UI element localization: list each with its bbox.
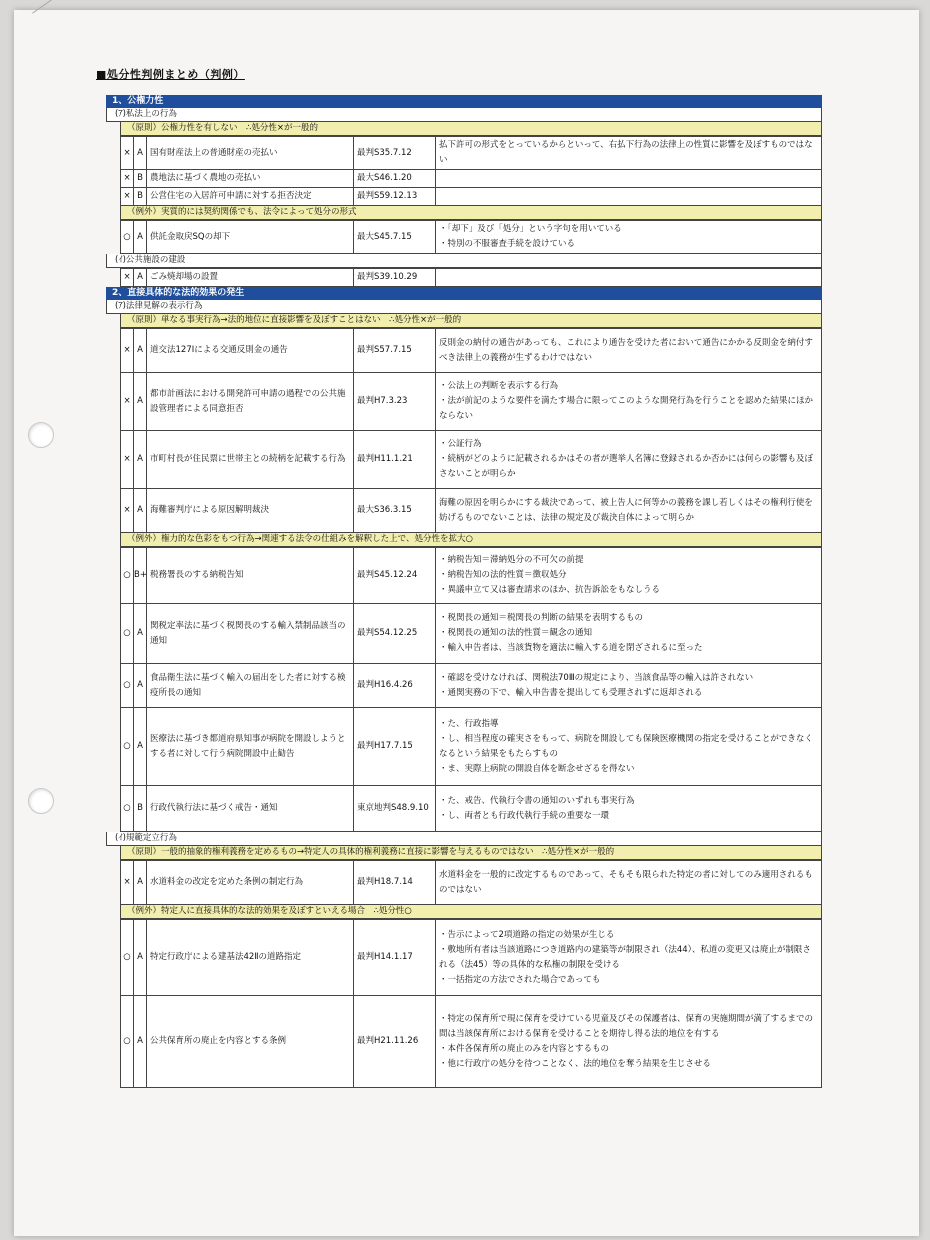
table-row — [121, 604, 822, 664]
punch-hole — [28, 788, 54, 814]
case-reasoning — [436, 329, 822, 373]
reasoning-line: ・公証行為 — [439, 439, 482, 449]
case-subject: 医療法に基づき都道府県知事が病院を開設しようとする者に対して行う病院開設中止勧告 — [147, 708, 354, 786]
disposition-mark: × — [121, 431, 134, 489]
reasoning-line: ・確認を受けなければ、関税法70Ⅲの規定により、当該食品等の輸入は許されない — [439, 672, 754, 683]
disposition-mark: × — [121, 137, 134, 170]
table-row — [121, 861, 822, 905]
subsection-label: (ｲ)公共施設の建設 — [106, 254, 822, 268]
case-reasoning — [436, 269, 822, 287]
case-reasoning — [436, 373, 822, 431]
disposition-mark: × — [121, 269, 134, 287]
disposition-mark: × — [121, 861, 134, 905]
punch-hole — [28, 422, 54, 448]
table-row — [121, 373, 822, 431]
case-table — [120, 547, 822, 832]
court-citation: 最判H7.3.23 — [354, 373, 436, 431]
importance-rank: A — [134, 996, 147, 1088]
case-subject: 食品衛生法に基づく輸入の届出をした者に対する検疫所長の通知 — [147, 664, 354, 708]
reasoning-line: 海難の原因を明らかにする裁決であって、被上告人に何等かの義務を課し若しくはその権利行使を妨げるものでないことは、法律の規定及び裁決自体によって明らか — [439, 497, 813, 523]
table-row — [121, 188, 822, 206]
court-citation: 最判H21.11.26 — [354, 996, 436, 1088]
importance-rank: B — [134, 188, 147, 206]
reasoning-line: ・通関実務の下で、輸入申告書を提出しても受理されずに返却される — [439, 687, 703, 698]
rule-band: （原則）単なる事実行為→法的地位に直接影響を及ぼすことはない ∴処分性×が一般的 — [120, 314, 822, 328]
section-heading: 2、直接具体的な法的効果の発生 — [106, 287, 822, 300]
court-citation: 最判S54.12.25 — [354, 604, 436, 664]
disposition-mark: × — [121, 329, 134, 373]
reasoning-line: ・他に行政庁の処分を待つことなく、法的地位を奪う結果を生じさせる — [439, 1058, 711, 1069]
reasoning-line: ・ま、実際上病院の開設自体を断念せざるを得ない — [439, 763, 635, 774]
court-citation: 最判H11.1.21 — [354, 431, 436, 489]
case-subject: ごみ焼却場の設置 — [147, 269, 354, 287]
court-citation: 最大S45.7.15 — [354, 221, 436, 254]
court-citation: 最判S45.12.24 — [354, 548, 436, 604]
case-table — [120, 268, 822, 287]
importance-rank: A — [134, 221, 147, 254]
section-heading: 1、公権力性 — [106, 95, 822, 108]
importance-rank: B — [134, 786, 147, 832]
case-reasoning — [436, 786, 822, 832]
disposition-mark: ○ — [121, 708, 134, 786]
table-row — [121, 269, 822, 287]
case-reasoning — [436, 188, 822, 206]
court-citation: 最大S36.3.15 — [354, 489, 436, 533]
case-subject: 関税定率法に基づく税関長のする輸入禁制品該当の通知 — [147, 604, 354, 664]
table-row — [121, 996, 822, 1088]
case-reasoning — [436, 489, 822, 533]
disposition-mark: × — [121, 373, 134, 431]
case-subject: 公営住宅の入居許可申請に対する拒否決定 — [147, 188, 354, 206]
case-table — [120, 136, 822, 206]
court-citation: 東京地判S48.9.10 — [354, 786, 436, 832]
case-subject: 行政代執行法に基づく戒告・通知 — [147, 786, 354, 832]
importance-rank: A — [134, 604, 147, 664]
reasoning-line: 反則金の納付の通告があっても、これにより通告を受けた者において通告にかかる反則金を納付すべき法律上の義務が生ずるわけではない — [439, 337, 813, 363]
rule-band: （例外）権力的な色彩をもつ行為→関連する法令の仕組みを解釈した上で、処分性を拡大○ — [120, 533, 822, 547]
reasoning-line: ・納税告知＝滞納処分の不可欠の前提 — [439, 555, 584, 565]
importance-rank: A — [134, 708, 147, 786]
reasoning-line: ・特別の不服審査手続を設けている — [439, 239, 576, 249]
staple-mark — [32, 0, 64, 30]
disposition-mark: ○ — [121, 920, 134, 996]
case-subject: 道交法127Ⅰによる交通反則金の通告 — [147, 329, 354, 373]
reasoning-line: ・本件各保育所の廃止のみを内容とするもの — [439, 1043, 610, 1054]
table-row — [121, 329, 822, 373]
case-table — [120, 860, 822, 905]
table-row — [121, 786, 822, 832]
case-reasoning — [436, 137, 822, 170]
importance-rank: A — [134, 431, 147, 489]
table-row — [121, 431, 822, 489]
case-reasoning — [436, 221, 822, 254]
rule-band: （例外）特定人に直接具体的な法的効果を及ぼすといえる場合 ∴処分性○ — [120, 905, 822, 919]
case-subject: 都市計画法における開発許可申請の過程での公共施設管理者による同意拒否 — [147, 373, 354, 431]
disposition-mark: × — [121, 188, 134, 206]
reasoning-line: ・た、戒告、代執行令書の通知のいずれも事実行為 — [439, 795, 635, 806]
court-citation: 最判H16.4.26 — [354, 664, 436, 708]
reasoning-line: ・「却下」及び「処分」という字句を用いている — [439, 224, 622, 234]
disposition-mark: ○ — [121, 996, 134, 1088]
case-reasoning — [436, 861, 822, 905]
reasoning-line: ・た、行政指導 — [439, 718, 499, 729]
disposition-mark: ○ — [121, 786, 134, 832]
court-citation: 最判S39.10.29 — [354, 269, 436, 287]
reasoning-line: ・敷地所有者は当該道路につき道路内の建築等が制限され（法44）、私道の変更又は廃止が制限される（法45）等の具体的な私権の制限を受ける — [439, 944, 811, 970]
table-row — [121, 221, 822, 254]
disposition-mark: ○ — [121, 221, 134, 254]
case-subject: 公共保育所の廃止を内容とする条例 — [147, 996, 354, 1088]
case-reasoning — [436, 920, 822, 996]
case-reasoning — [436, 996, 822, 1088]
case-subject: 市町村長が住民票に世帯主との続柄を記載する行為 — [147, 431, 354, 489]
table-row — [121, 708, 822, 786]
importance-rank: A — [134, 329, 147, 373]
case-summary-table — [106, 95, 822, 1088]
case-subject: 水道料金の改定を定めた条例の制定行為 — [147, 861, 354, 905]
case-subject: 農地法に基づく農地の売払い — [147, 170, 354, 188]
case-subject: 税務署長のする納税告知 — [147, 548, 354, 604]
case-table — [120, 220, 822, 254]
reasoning-line: ・法が前記のような要件を満たす場合に限ってこのような開発行為を行うことを認めた結果にほかならない — [439, 396, 814, 421]
table-row — [121, 548, 822, 604]
importance-rank: B — [134, 170, 147, 188]
reasoning-line: ・し、両者とも行政代執行手続の重要な一環 — [439, 810, 610, 821]
importance-rank: A — [134, 920, 147, 996]
court-citation: 最判S59.12.13 — [354, 188, 436, 206]
reasoning-line: ・異議申立て又は審査請求のほか、抗告訴訟をもなしうる — [439, 585, 661, 595]
importance-rank: A — [134, 269, 147, 287]
table-row — [121, 170, 822, 188]
importance-rank: A — [134, 664, 147, 708]
court-citation: 最大S46.1.20 — [354, 170, 436, 188]
case-reasoning — [436, 431, 822, 489]
rule-band: （原則）公権力性を有しない ∴処分性×が一般的 — [120, 122, 822, 136]
case-reasoning — [436, 708, 822, 786]
subsection-label: (ｲ)規範定立行為 — [106, 832, 822, 846]
table-row — [121, 664, 822, 708]
case-subject: 供託金取戻SQの却下 — [147, 221, 354, 254]
case-subject: 特定行政庁による建基法42Ⅱの道路指定 — [147, 920, 354, 996]
case-reasoning — [436, 604, 822, 664]
importance-rank: A — [134, 137, 147, 170]
table-row — [121, 489, 822, 533]
subsection-label: (ｱ)法律見解の表示行為 — [106, 300, 822, 314]
disposition-mark: ○ — [121, 664, 134, 708]
table-row — [121, 137, 822, 170]
disposition-mark: ○ — [121, 548, 134, 604]
case-table — [120, 328, 822, 533]
table-row — [121, 920, 822, 996]
case-table — [120, 919, 822, 1088]
document-title: ■処分性判例まとめ（判例） — [96, 68, 245, 81]
disposition-mark: ○ — [121, 604, 134, 664]
case-reasoning — [436, 664, 822, 708]
importance-rank: B+ — [134, 548, 147, 604]
reasoning-line: ・納税告知の法的性質＝徴収処分 — [439, 570, 567, 580]
case-subject: 国有財産法上の普通財産の売払い — [147, 137, 354, 170]
reasoning-line: ・し、相当程度の確実さをもって、病院を開設しても保険医療機関の指定を受けることができなくなるという結果をもたらすもの — [439, 733, 813, 759]
disposition-mark: × — [121, 170, 134, 188]
reasoning-line: ・一括指定の方法でされた場合であっても — [439, 974, 601, 985]
reasoning-line: ・続柄がどのように記載されるかはその者が選挙人名簿に登録されるか否かには何らの影響も及ぼさないことが明らか — [439, 454, 814, 479]
reasoning-line: ・公法上の判断を表示する行為 — [439, 381, 559, 391]
court-citation: 最判S57.7.15 — [354, 329, 436, 373]
court-citation: 最判H18.7.14 — [354, 861, 436, 905]
reasoning-line: ・輸入申告者は、当該貨物を適法に輸入する道を閉ざされるに至った — [439, 643, 703, 653]
court-citation: 最判H14.1.17 — [354, 920, 436, 996]
reasoning-line: ・告示によって2項道路の指定の効果が生じる — [439, 929, 615, 940]
case-subject: 海難審判庁による原因解明裁決 — [147, 489, 354, 533]
reasoning-line: ・特定の保育所で現に保育を受けている児童及びその保護者は、保育の実施期間が満了するまでの間は当該保育所における保育を受けることを期待し得る法的地位を有する — [439, 1013, 814, 1039]
rule-band: （原則）一般的抽象的権利義務を定めるもの→特定人の具体的権利義務に直接に影響を与えるものではない ∴処分性×が一般的 — [120, 846, 822, 860]
subsection-label: (ｱ)私法上の行為 — [106, 108, 822, 122]
disposition-mark: × — [121, 489, 134, 533]
reasoning-line: ・税関長の通知＝税関長の判断の結果を表明するもの — [439, 613, 644, 623]
importance-rank: A — [134, 373, 147, 431]
importance-rank: A — [134, 489, 147, 533]
reasoning-line: 払下許可の形式をとっているからといって、右払下行為の法律上の性質に影響を及ぼすものではない — [439, 140, 813, 165]
case-reasoning — [436, 170, 822, 188]
reasoning-line: 水道料金を一般的に改定するものであって、そもそも限られた特定の者に対してのみ適用されるものではない — [439, 869, 813, 895]
court-citation: 最判H17.7.15 — [354, 708, 436, 786]
court-citation: 最判S35.7.12 — [354, 137, 436, 170]
reasoning-line: ・税関長の通知の法的性質＝観念の通知 — [439, 628, 593, 638]
case-reasoning — [436, 548, 822, 604]
importance-rank: A — [134, 861, 147, 905]
rule-band: （例外）実質的には契約関係でも、法令によって処分の形式 — [120, 206, 822, 220]
